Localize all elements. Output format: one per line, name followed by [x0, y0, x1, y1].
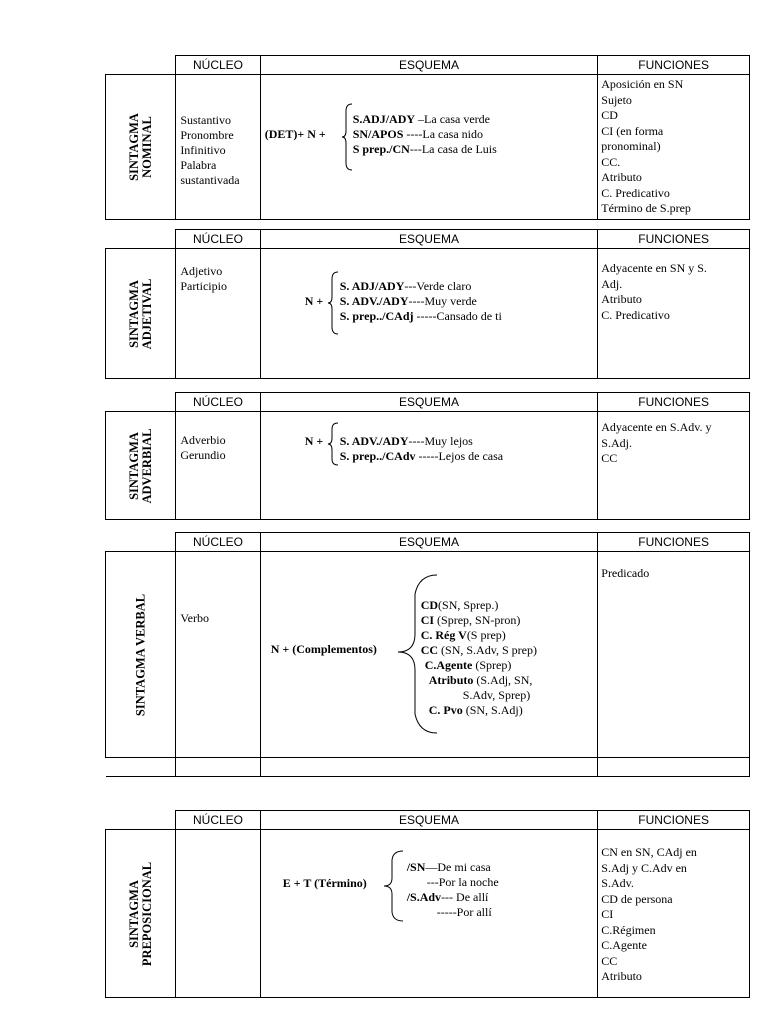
esquema-line: -----Por allí [436, 905, 492, 919]
esquema-cell [260, 412, 598, 520]
funciones-list: Adyacente en S.Adv. y S.Adj. CC [598, 412, 750, 520]
header-nucleo: NÚCLEO [176, 56, 260, 75]
esquema-prefix: E + T (Término) [282, 876, 367, 890]
header-funciones: FUNCIONES [598, 811, 750, 830]
nucleo-list: Verbo [176, 552, 260, 758]
esquema-line: SN/APOS ----La casa nido [352, 127, 484, 141]
esquema-prefix: N + (Complementos) [270, 642, 377, 656]
header-esquema: ESQUEMA [260, 56, 598, 75]
brace-icon [327, 422, 339, 466]
esquema-line: S.ADJ/ADY –La casa verde [352, 112, 490, 126]
section-title: SINTAGMA PREPOSICIONAL [106, 830, 176, 998]
header-esquema: ESQUEMA [260, 393, 598, 412]
esquema-cell [260, 552, 598, 758]
table-sintagma-nominal [105, 55, 750, 220]
esquema-line: C. Rég V(S prep) [420, 628, 506, 642]
nucleo-list: Adjetivo Participio [176, 249, 260, 379]
esquema-line: S. ADV./ADY----Muy lejos [339, 434, 473, 448]
funciones-list: Predicado [598, 552, 750, 758]
header-funciones: FUNCIONES [598, 230, 750, 249]
table-sintagma-adjetival [105, 229, 750, 379]
esquema-line: /SN—De mi casa [406, 860, 491, 874]
header-nucleo: NÚCLEO [176, 230, 260, 249]
esquema-cell [260, 830, 598, 998]
section-title: SINTAGMA VERBAL [106, 552, 176, 758]
blank-row [106, 758, 750, 777]
nucleo-list: Adverbio Gerundio [176, 412, 260, 520]
header-nucleo: NÚCLEO [176, 533, 260, 552]
esquema-prefix: N + [304, 434, 324, 448]
header-esquema: ESQUEMA [260, 811, 598, 830]
esquema-line: Atributo (S.Adj, SN, [428, 673, 533, 687]
esquema-prefix: N + [304, 294, 324, 308]
esquema-line: S.Adv, Sprep) [462, 688, 531, 702]
header-esquema: ESQUEMA [260, 533, 598, 552]
esquema-line: CD(SN, Sprep.) [420, 598, 499, 612]
esquema-cell [260, 249, 598, 379]
esquema-line: S. prep../CAdj -----Cansado de ti [339, 309, 502, 323]
nucleo-list [176, 830, 260, 998]
esquema-line: S. prep../CAdv -----Lejos de casa [339, 449, 504, 463]
funciones-list: Adyacente en SN y S. Adj. Atributo C. Predicativo [598, 249, 750, 379]
esquema-line: C.Agente (Sprep) [424, 658, 512, 672]
header-funciones: FUNCIONES [598, 393, 750, 412]
nucleo-list: Sustantivo Pronombre Infinitivo Palabra sustantivada [176, 75, 260, 220]
header-esquema: ESQUEMA [260, 230, 598, 249]
esquema-line: S prep./CN---La casa de Luis [352, 142, 497, 156]
header-nucleo: NÚCLEO [176, 393, 260, 412]
header-nucleo: NÚCLEO [176, 811, 260, 830]
esquema-prefix: (DET)+ N + [264, 127, 326, 141]
esquema-cell [260, 75, 598, 220]
section-title: SINTAGMA ADVERBIAL [106, 412, 176, 520]
brace-icon [327, 271, 339, 335]
section-title: SINTAGMA NOMINAL [106, 75, 176, 220]
funciones-list: Aposición en SN Sujeto CD CI (en forma pronominal) CC. Atributo C. Predicativo Término de S.prep [598, 75, 750, 220]
section-title: SINTAGMA ADJETIVAL [106, 249, 176, 379]
table-sintagma-adverbial [105, 392, 750, 520]
esquema-line: /S.Adv--- De allí [406, 890, 489, 904]
esquema-line: S. ADJ/ADY---Verde claro [339, 279, 472, 293]
esquema-line: CI (Sprep, SN-pron) [420, 613, 521, 627]
esquema-line: C. Pvo (SN, S.Adj) [428, 703, 523, 717]
header-funciones: FUNCIONES [598, 533, 750, 552]
funciones-list: CN en SN, CAdj en S.Adj y C.Adv en S.Adv. CD de persona CI C.Régimen C.Agente CC Atributo [598, 830, 750, 998]
brace-icon [383, 850, 405, 922]
header-funciones: FUNCIONES [598, 56, 750, 75]
table-sintagma-verbal [105, 532, 750, 777]
esquema-line: CC (SN, S.Adv, S prep) [420, 643, 537, 657]
esquema-line: ---Por la noche [426, 875, 499, 889]
brace-icon [341, 103, 353, 171]
table-sintagma-preposicional [105, 810, 750, 998]
esquema-line: S. ADV./ADY----Muy verde [339, 294, 477, 308]
